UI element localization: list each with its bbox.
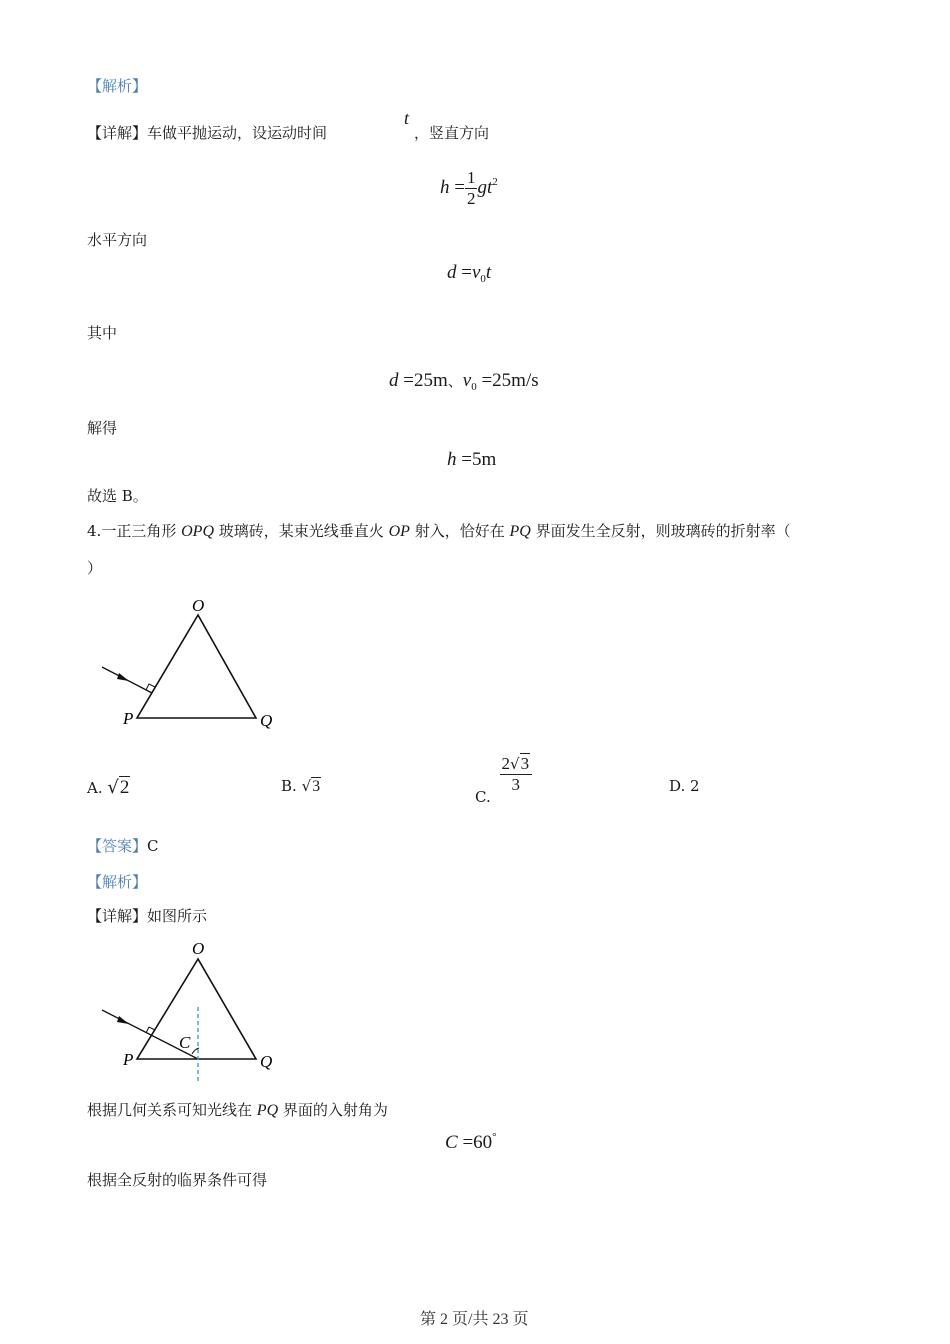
equation-d-v0t: $d =v_0t$ <box>447 262 492 285</box>
triangle-figure <box>95 592 285 737</box>
svg-text:O: O <box>192 939 205 958</box>
solve-label: 解得 <box>87 419 118 437</box>
equation-h-half-gt2: h = $\frac{1}{2}$ $gt^2$ <box>440 168 498 208</box>
question-4-close-paren: ） <box>87 559 103 577</box>
analysis-label: 【解析】 <box>87 77 148 95</box>
ray-arrow-icon <box>117 673 129 681</box>
detail-text-2: ，竖直方向 <box>414 124 490 142</box>
svg-text:Q: Q <box>260 711 273 730</box>
option-a[interactable]: A. √2 <box>87 777 130 798</box>
detail-line <box>87 123 327 143</box>
detail-label: 【详解】 <box>87 124 148 142</box>
analysis-label-2: 【解析】 <box>87 873 148 891</box>
sqrt-icon: √ <box>301 777 312 795</box>
where-label: 其中 <box>87 324 118 342</box>
answer-value: C <box>147 837 159 855</box>
option-b[interactable]: B. √3 <box>281 777 321 795</box>
answer-line <box>87 836 159 856</box>
geometry-statement: 根据几何关系可知光线在 PQ 界面的入射角为 <box>87 1101 388 1119</box>
detail-line-2: 【详解】如图所示 <box>87 907 208 925</box>
option-d[interactable]: D. 2 <box>669 777 700 795</box>
equation-h-result: h =5m <box>447 449 497 470</box>
page-footer: 第 2 页/共 23 页 <box>420 1311 529 1328</box>
svg-text:Q: Q <box>260 1052 273 1071</box>
conclusion-text: 故选 B。 <box>87 487 148 505</box>
horizontal-label: 水平方向 <box>87 231 148 249</box>
sqrt-icon: √ <box>107 777 119 798</box>
svg-text:P: P <box>123 709 134 728</box>
answer-label: 【答案】 <box>87 837 148 855</box>
svg-text:P: P <box>123 1050 134 1069</box>
critical-condition-text: 根据全反射的临界条件可得 <box>87 1171 268 1189</box>
triangle-figure-with-normal <box>95 933 285 1088</box>
equation-given-values: d =25m、$v_0 =25m/s$ <box>389 370 539 393</box>
equation-c-60: C =60° <box>445 1131 497 1153</box>
sqrt-icon: √ <box>510 755 520 773</box>
ray-arrow-icon <box>117 1016 129 1024</box>
svg-text:C: C <box>179 1033 191 1052</box>
detail-text-1: 车做平抛运动，设运动时间 <box>147 124 328 142</box>
var-t: t <box>404 108 410 128</box>
svg-text:O: O <box>192 596 205 615</box>
option-c[interactable]: C. $\frac{2√3}{3}$ <box>475 754 532 795</box>
question-4-stem: 4.一正三角形 OPQ 玻璃砖，某束光线垂直火 OP 射入，恰好在 PQ 界面发生全反射，则玻璃砖的折射率（ <box>87 522 791 540</box>
